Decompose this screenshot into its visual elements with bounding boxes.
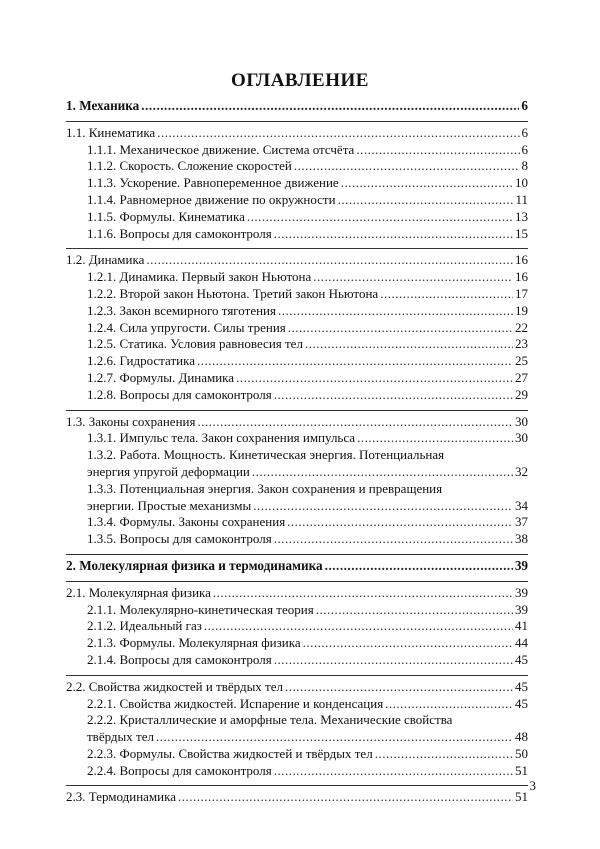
toc-subsection-1-2-4[interactable] [66,320,528,337]
toc-entry-page: 15 [515,225,528,241]
toc-entry-title: 2.2.3. Формулы. Свойства жидкостей и твёрдых тел [87,745,373,761]
dot-leader [197,414,513,431]
page-number: 3 [529,778,536,793]
toc-entry-title-line2: твёрдых тел [87,729,154,745]
toc-subsection-1-3-1[interactable] [66,430,528,447]
toc-entry-title: 2.1.4. Вопросы для самоконтроля [87,651,272,667]
table-of-contents [66,98,528,806]
toc-subsection-1-2-6[interactable] [66,353,528,370]
toc-entry-page: 45 [515,651,528,667]
section-divider [66,554,528,555]
dot-leader [288,320,513,337]
toc-section-2-2[interactable] [66,679,528,696]
toc-entry-title: 1.1.5. Формулы. Кинематика [87,208,245,224]
dot-leader [274,652,513,669]
toc-subsection-1-1-5[interactable] [66,209,528,226]
toc-subsection-1-2-8[interactable] [66,387,528,404]
toc-subsection-2-1-2[interactable] [66,618,528,635]
section-divider [66,121,528,122]
toc-subsection-1-2-3[interactable] [66,303,528,320]
toc-subsection-1-2-5[interactable] [66,336,528,353]
dot-leader [278,303,513,320]
toc-entry-title: 2.1. Молекулярная физика [66,584,211,600]
dot-leader [274,531,513,548]
toc-section-2-1[interactable] [66,585,528,602]
dot-leader [274,226,513,243]
toc-entry-title: 2.1.1. Молекулярно-кинетическая теория [87,601,314,617]
dot-leader [274,763,513,780]
dot-leader [213,585,513,602]
toc-entry-title: 1.2. Динамика [66,252,145,268]
toc-entry-page: 23 [515,336,528,352]
section-divider [66,675,528,676]
toc-entry-title: 1.1.1. Механическое движение. Система отсчёта [87,141,355,157]
toc-entry-page: 45 [515,695,528,711]
toc-entry-page: 37 [515,514,528,530]
toc-entry-page: 19 [515,302,528,318]
toc-entry-page: 45 [515,678,528,694]
section-divider [66,248,528,249]
toc-subsection-1-1-1[interactable] [66,142,528,159]
toc-entry-page: 39 [515,601,528,617]
toc-entry-title-line2: энергия упругой деформации [87,463,250,479]
dot-leader [141,98,519,115]
toc-entry-title: 1.3.4. Формулы. Законы сохранения [87,514,286,530]
toc-entry-page: 6 [521,124,528,140]
dot-leader [146,252,513,269]
toc-entry-title-line1: 1.3.3. Потенциальная энергия. Закон сохранения и превращения [87,480,443,496]
toc-entry-title-line1: 2.2.2. Кристаллические и аморфные тела. Механические свойства [87,712,453,728]
toc-entry-page: 6 [521,141,528,157]
dot-leader [204,618,513,635]
dot-leader [197,353,513,370]
toc-entry-page: 30 [515,430,528,446]
toc-entry-page: 6 [521,98,528,113]
dot-leader [178,789,513,806]
toc-section-1-2[interactable] [66,252,528,269]
toc-entry-title: 1.2.4. Сила упругости. Силы трения [87,319,286,335]
dot-leader [385,696,513,713]
toc-entry-title: 2. Молекулярная физика и термодинамика [66,557,323,573]
toc-subsection-1-3-2[interactable] [66,447,528,481]
toc-subsection-1-1-3[interactable] [66,175,528,192]
dot-leader [274,387,513,404]
toc-entry-title: 1.3. Законы сохранения [66,413,196,429]
toc-entry-title: 1.2.3. Закон всемирного тяготения [87,302,276,318]
toc-subsection-2-1-3[interactable] [66,635,528,652]
section-divider [66,410,528,411]
toc-subsection-2-2-1[interactable] [66,696,528,713]
toc-entry-title: 1.2.5. Статика. Условия равновесия тел [87,336,303,352]
toc-subsection-1-2-1[interactable] [66,269,528,286]
toc-entry-page: 48 [515,729,528,745]
dot-leader [157,125,519,142]
toc-entry-page: 34 [515,497,528,513]
toc-subsection-1-3-4[interactable] [66,514,528,531]
toc-entry-title: 1.3.1. Импульс тела. Закон сохранения импульса [87,430,356,446]
toc-entry-page: 10 [515,175,528,191]
toc-entry-title-line2: энергии. Простые механизмы [87,497,252,513]
toc-entry-title: 2.2.4. Вопросы для самоконтроля [87,762,272,778]
dot-leader [253,498,513,515]
dot-leader [341,175,513,192]
dot-leader [356,142,519,159]
toc-subsection-1-2-7[interactable] [66,370,528,387]
dot-leader [252,464,513,481]
toc-subsection-1-1-6[interactable] [66,226,528,243]
toc-entry-title: 1.1. Кинематика [66,124,156,140]
toc-subsection-2-1-1[interactable] [66,602,528,619]
dot-leader [325,558,513,575]
toc-entry-page: 39 [515,584,528,600]
toc-entry-title: 1.1.6. Вопросы для самоконтроля [87,225,272,241]
toc-entry-title-line1: 1.3.2. Работа. Мощность. Кинетическая энергия. Потенциальная [87,447,445,463]
toc-subsection-1-1-4[interactable] [66,192,528,209]
toc-entry-page: 51 [515,789,528,805]
toc-entry-page: 16 [515,252,528,268]
toc-entry-title: 1.2.7. Формулы. Динамика [87,369,235,385]
dot-leader [287,514,513,531]
toc-entry-title: 2.2.1. Свойства жидкостей. Испарение и конденсация [87,695,384,711]
toc-subsection-1-3-3[interactable] [66,481,528,515]
toc-entry-title: 1.1.2. Скорость. Сложение скоростей [87,158,292,174]
toc-entry-page: 32 [515,463,528,479]
toc-entry-page: 11 [515,191,528,207]
toc-entry-page: 39 [514,557,528,573]
toc-subsection-2-1-4[interactable] [66,652,528,669]
toc-subsection-1-1-2[interactable] [66,158,528,175]
toc-entry-page: 41 [515,618,528,634]
dot-leader [303,635,513,652]
toc-entry-title: 2.1.3. Формулы. Молекулярная физика [87,635,301,651]
dot-leader [316,602,513,619]
toc-entry-page: 30 [515,413,528,429]
toc-entry-title: 1.3.5. Вопросы для самоконтроля [87,531,272,547]
toc-entry-page: 25 [515,353,528,369]
section-divider [66,581,528,582]
toc-entry-page: 38 [515,531,528,547]
dot-leader [357,430,513,447]
toc-section-1-1[interactable] [66,125,528,142]
toc-entry-title: 1. Механика [66,98,140,113]
dot-leader [285,679,513,696]
toc-entry-title: 2.2. Свойства жидкостей и твёрдых тел [66,678,283,694]
toc-entry-page: 51 [515,762,528,778]
toc-section-2-3[interactable] [66,789,528,806]
toc-entry-title: 1.2.6. Гидростатика [87,353,195,369]
toc-entry-page: 17 [515,285,528,301]
dot-leader [380,286,513,303]
dot-leader [236,370,513,387]
page-title: ОГЛАВЛЕНИЕ [231,70,369,91]
toc-entry-page: 22 [515,319,528,335]
toc-entry-title: 1.1.3. Ускорение. Равнопеременное движение [87,175,339,191]
toc-entry-page: 16 [515,269,528,285]
toc-subsection-1-2-2[interactable] [66,286,528,303]
toc-entry-title: 2.1.2. Идеальный газ [87,618,202,634]
toc-entry-title: 2.3. Термодинамика [66,789,176,805]
toc-entry-page: 27 [515,369,528,385]
toc-entry-page: 44 [515,635,528,651]
dot-leader [247,209,513,226]
dot-leader [313,269,513,286]
toc-entry-page: 29 [515,386,528,402]
toc-subsection-1-3-5[interactable] [66,531,528,548]
toc-entry-title: 1.2.8. Вопросы для самоконтроля [87,386,272,402]
toc-section-1-3[interactable] [66,414,528,431]
toc-chapter-1[interactable] [66,98,528,115]
toc-entry-page: 13 [515,208,528,224]
dot-leader [294,158,520,175]
toc-subsection-2-2-3[interactable] [66,746,528,763]
toc-chapter-2[interactable] [66,558,528,575]
section-divider [66,785,528,786]
toc-entry-title: 1.2.2. Второй закон Ньютона. Третий закон Ньютона [87,285,379,301]
toc-subsection-2-2-2[interactable] [66,712,528,746]
dot-leader [156,729,513,746]
toc-subsection-2-2-4[interactable] [66,763,528,780]
dot-leader [375,746,513,763]
toc-entry-page: 8 [521,158,528,174]
toc-entry-page: 50 [515,745,528,761]
dot-leader [338,192,514,209]
toc-entry-title: 1.2.1. Динамика. Первый закон Ньютона [87,269,312,285]
toc-entry-title: 1.1.4. Равномерное движение по окружности [87,191,336,207]
dot-leader [305,336,513,353]
